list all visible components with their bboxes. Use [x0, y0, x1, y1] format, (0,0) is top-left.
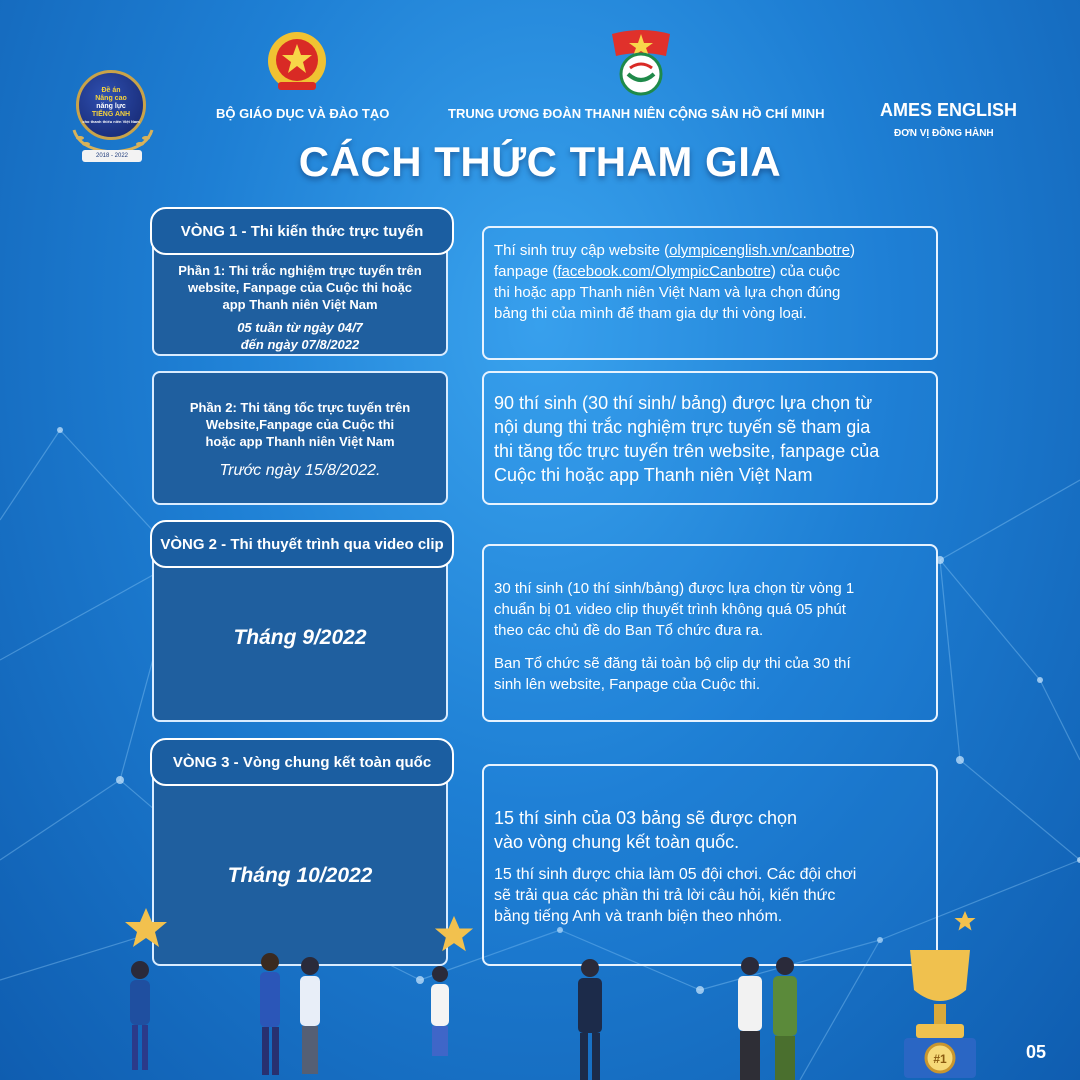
desc-text: Ban Tổ chức sẽ đăng tải toàn bộ clip dự thi của 30 thí — [494, 655, 851, 672]
round3-description — [482, 764, 938, 966]
desc-text: sinh lên website, Fanpage của Cuộc thi. — [494, 676, 760, 693]
desc-text: 30 thí sinh (10 thí sinh/bảng) được lựa chọn từ vòng 1 — [494, 580, 855, 597]
badge-line: Nâng cao — [95, 94, 127, 102]
round1-part2-box — [152, 371, 448, 505]
trophy-label: #1 — [933, 1052, 947, 1066]
round1-part1-line: Phần 1: Thi trắc nghiệm trực tuyến trên — [178, 263, 422, 278]
round3-label: VÒNG 3 - Vòng chung kết toàn quốc — [150, 738, 454, 786]
badge-years: 2018 - 2022 — [82, 150, 142, 162]
round1-part2-line: Phần 2: Thi tăng tốc trực tuyến trên — [189, 400, 411, 415]
desc-text: Thí sinh truy cập website ( — [494, 242, 670, 259]
desc-text: sẽ trải qua các phần thi trả lời câu hỏi, kiến thức — [494, 887, 836, 904]
round1-part1-date: đến ngày 07/8/2022 — [240, 337, 360, 352]
desc-text: nội dung thi trắc nghiệm trực tuyến sẽ tham gia — [494, 417, 871, 437]
desc-text: 90 thí sinh (30 thí sinh/ bảng) được lựa chọn từ — [494, 393, 873, 413]
partner-name: AMES ENGLISH — [880, 100, 1018, 120]
badge-line: cho thanh thiếu niên Việt Nam — [82, 118, 140, 124]
people-illustration-icon — [110, 940, 590, 1080]
round1-part2-date: Trước ngày 15/8/2022. — [219, 462, 381, 479]
page-number: 05 — [1026, 1042, 1047, 1062]
desc-text: bằng tiếng Anh và tranh biện theo nhóm. — [494, 908, 783, 925]
round2-label: VÒNG 2 - Thi thuyết trình qua video clip — [150, 520, 454, 568]
business-people-illustration-icon — [560, 950, 820, 1080]
round2-box — [152, 546, 448, 722]
round1-part1-date: 05 tuần từ ngày 04/7 — [237, 320, 363, 335]
desc-text: theo các chủ đề do Ban Tổ chức đưa ra. — [494, 622, 764, 639]
round1-part1-line: website, Fanpage của Cuộc thi hoặc — [188, 280, 412, 295]
desc-text: 15 thí sinh của 03 bảng sẽ được chọn — [494, 808, 798, 828]
round1-part1-description — [482, 226, 938, 360]
desc-text: vào vòng chung kết toàn quốc. — [494, 832, 740, 852]
trophy-icon — [880, 940, 1000, 1080]
round1-part2-line: Website,Fanpage của Cuộc thi — [205, 417, 395, 432]
badge-line: Đề án — [101, 86, 121, 94]
badge-line: TIẾNG ANH — [91, 110, 131, 118]
desc-text: fanpage ( — [494, 263, 558, 280]
desc-text: chuẩn bị 01 video clip thuyết trình không quá 05 phút — [494, 601, 846, 618]
desc-text: bảng thi của mình để tham gia dự thi vòng loại. — [494, 305, 807, 322]
national-emblem-icon — [266, 30, 328, 96]
desc-text: thi tăng tốc trực tuyến trên website, fanpage của — [494, 441, 880, 461]
desc-text: Cuộc thi hoặc app Thanh niên Việt Nam — [494, 465, 813, 485]
youth-union-label: TRUNG ƯƠNG ĐOÀN THANH NIÊN CỘNG SẢN HỒ CHÍ MINH — [448, 106, 825, 121]
partner-role: ĐƠN VỊ ĐỒNG HÀNH — [894, 128, 994, 139]
round2-date: Tháng 9/2022 — [233, 626, 367, 649]
page-title: CÁCH THỨC THAM GIA — [298, 138, 782, 185]
round1-part2-description — [482, 371, 938, 505]
round1-part2-line: hoặc app Thanh niên Việt Nam — [205, 434, 395, 449]
round3-date: Tháng 10/2022 — [227, 864, 373, 887]
round1-label: VÒNG 1 - Thi kiến thức trực tuyến — [150, 207, 454, 255]
ministry-label: BỘ GIÁO DỤC VÀ ĐÀO TẠO — [216, 106, 390, 121]
round3-box — [152, 764, 448, 966]
round1-part1-line: app Thanh niên Việt Nam — [222, 297, 378, 312]
desc-text: ) của cuộc — [770, 263, 841, 280]
desc-text: 15 thí sinh được chia làm 05 đội chơi. Các đội chơi — [494, 866, 857, 883]
star-icon — [954, 910, 976, 932]
youth-union-logo-icon — [608, 28, 674, 98]
badge-line: năng lực — [96, 102, 126, 110]
desc-text: thi hoặc app Thanh niên Việt Nam và lựa chọn đúng — [494, 284, 841, 301]
website-link[interactable]: olympicenglish.vn/canbotre — [669, 242, 851, 259]
fanpage-link[interactable]: facebook.com/OlympicCanbotre — [557, 263, 771, 280]
desc-text: ) — [850, 242, 856, 259]
round2-description — [482, 544, 938, 722]
